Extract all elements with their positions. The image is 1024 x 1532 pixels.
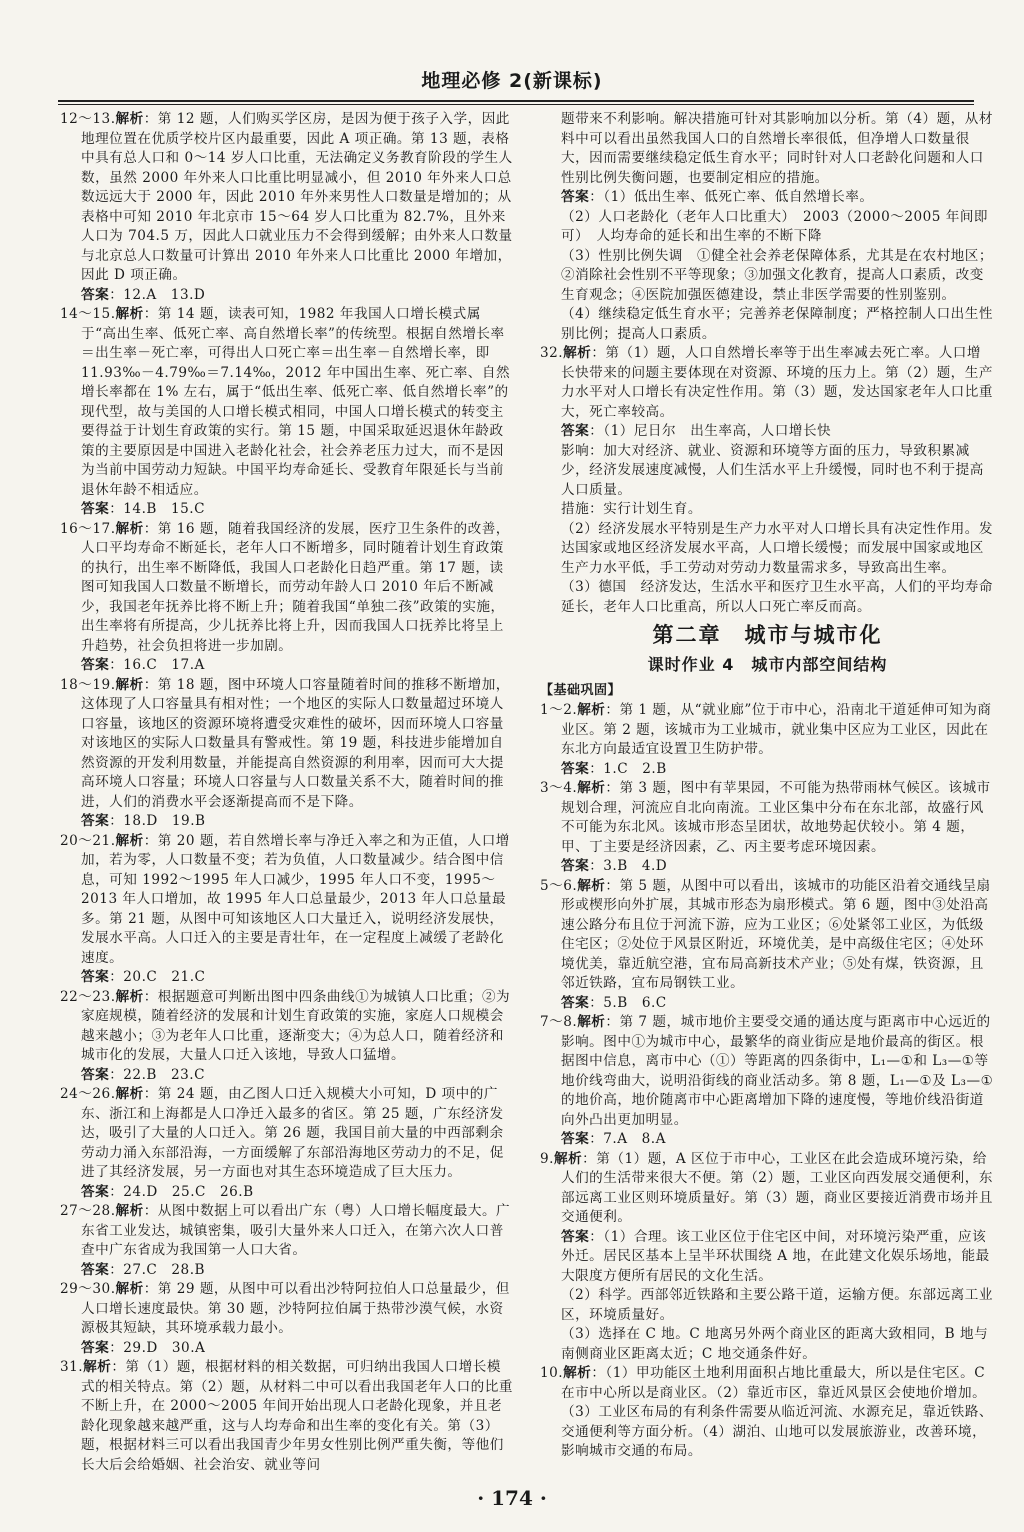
answer-text: 24.D 25.C 26.B <box>123 1183 254 1200</box>
answer-label: 答案 <box>81 1339 110 1356</box>
answer-label: 答案 <box>561 760 590 777</box>
answer-entry <box>60 1202 515 1280</box>
answer-label: 答案 <box>81 969 110 985</box>
explanation-text: ：（1）甲功能区土地利用面积占地比重最大，所以是住宅区。C 在市中心所以是商业区。（2）靠近市区，靠近风景区会使地价增加。（3）工业区布局的有利条件需要从临近河流、水源充足，靠近铁路、交通便利等方面分析。（4）湖泊、山地可以发展旅游业，改善环境，影响城市交通的布局。 <box>561 1365 993 1459</box>
explanation-paragraph <box>60 988 515 1066</box>
question-number: 24～26. <box>60 1086 116 1102</box>
explanation-text: ：第（1）题，根据材料的相关数据，可归纳出我国人口增长模式的相关特点。第（2）题，从材料二中可以看出我国老年人口的比重不断上升，在 2000～2005 年间开始出现人口老龄化现象，并且老龄化现象越来越严重，这与人均寿命和出生率的变化有关。第（3）题，根据材料三可以看出我国青少年男女性别比例严重失衡，等他们长大后会给婚姻、社会治安、就业等问 <box>81 1359 513 1473</box>
explanation-paragraph <box>60 305 515 500</box>
explanation-label: 解析 <box>563 345 592 361</box>
answer-colon: ： <box>109 969 124 985</box>
explanation-label: 解析 <box>83 1359 112 1375</box>
answer-text: 29.D 30.A <box>123 1339 206 1356</box>
answer-line <box>540 188 995 208</box>
answer-label: 答案 <box>81 286 110 303</box>
answer-text: ：（1）合理。该工业区位于住宅区中间，对环境污染严重，应该外迁。居民区基本上呈半环状围绕 A 地，在此建文化娱乐场地，能最大限度方便所有居民的文化生活。 <box>561 1228 990 1284</box>
explanation-text: ：第 20 题，若自然增长率与净迁入率之和为正值，人口增加，若为零，人口数量不变；若为负值，人口数量减少。结合图中信息，可知 1992～1995 年人口减少，1995 年人口不变，1995～2013 年人口增加，故 1995 年人口总量最少，2013 年人口总量最多。第 21 题，从图中可知该地区人口大量迁入，说明经济发展快，发展水平高。人口迁入的主要是青壮年，在一定程度上减缓了老龄化速度。 <box>81 832 510 966</box>
answer-label: 答案 <box>81 657 110 673</box>
explanation-label: 解析 <box>115 1281 144 1297</box>
answer-entry-32 <box>540 344 995 617</box>
question-number: 20～21. <box>60 832 116 849</box>
answer-text: 12.A 13.D <box>123 286 206 303</box>
answer-entry <box>540 877 995 1014</box>
explanation-paragraph <box>540 779 995 857</box>
question-number: 9. <box>540 1150 554 1167</box>
answer-line: （3）选择在 C 地。C 地离另外两个商业区的距离大致相同，B 地与南侧商业区距离太近；C 地交通条件好。 <box>561 1326 989 1362</box>
explanation-paragraph <box>540 701 995 760</box>
question-number: 27～28. <box>60 1203 116 1219</box>
answer-entry <box>60 520 515 676</box>
answer-label: 答案 <box>81 1066 110 1083</box>
answer-line <box>60 656 515 676</box>
answer-colon: ： <box>589 760 604 777</box>
answer-entry-31-continued <box>540 110 995 344</box>
answer-entry-10 <box>540 1364 995 1462</box>
explanation-paragraph <box>60 520 515 657</box>
explanation-text: ：第 14 题，读表可知，1982 年我国人口增长模式属于“高出生率、低死亡率、高自然增长率”的传统型。根据自然增长率＝出生率－死亡率，可得出人口死亡率＝出生率－自然增长率，即 11.93‰－4.79‰＝7.14‰，2012 年中国出生率、死亡率、自然增长率都在 1% 左右，属于“低出生率、低死亡率、低自然增长率”的现代型，故与美国的人口增长模式相同，中国人口增长模式的转变主要得益于计划生育政策的实行。第 15 题，中国采取延迟退休年龄政策的主要原因是中国进入老龄化社会，社会养老压力过大，而不是因为当前中国劳动力短缺。中国平均寿命延长、受教育年限延长与当前退休年龄不相适应。 <box>81 306 511 498</box>
answer-entry <box>60 305 515 520</box>
answer-colon: ： <box>109 1261 124 1278</box>
answer-label: 答案 <box>81 501 110 517</box>
answer-colon: ： <box>109 657 124 673</box>
answer-label: 答案 <box>561 858 590 874</box>
explanation-text: ：第 29 题，从图中可以看出沙特阿拉伯人口总量最少，但人口增长速度最快。第 30 题，沙特阿拉伯属于热带沙漠气候，水资源极其短缺，其环境承载力最小。 <box>81 1281 510 1336</box>
answer-text: 27.C 28.B <box>123 1261 206 1278</box>
explanation-label: 解析 <box>577 780 606 796</box>
answer-line <box>540 994 995 1014</box>
explanation-label: 解析 <box>115 676 144 693</box>
answer-label: 答案 <box>81 1183 110 1200</box>
explanation-label: 解析 <box>577 1014 606 1030</box>
question-number: 12～13. <box>60 111 116 127</box>
explanation-text: ：第 12 题，人们购买学区房，是因为便于孩子入学，因此地理位置在优质学校片区内最重要，因此 A 项正确。第 13 题，表格中具有总人口和 0～14 岁人口比重，无法确定义务教育阶段的学生人数，虽然 2000 年外来人口比重比明显减小，但 2010 年外来人口总数远远大于 2000 年，因此 2010 年外来男性人口数量是增加的；从表格中可知 2010 年北京市 15～64 岁人口比重为 82.7%，且外来人口为 704.5 万，因此人口就业压力不会得到缓解；由外来人口数量与北京总人口数量可计算出 2010 年外来人口比重比 2000 年增加，因此 D 项正确。 <box>81 111 513 283</box>
answer-line <box>540 1228 995 1287</box>
answer-line: （2）人口老龄化（老年人口比重大） 2003（2000～2005 年间即可） 人均寿命的延长和出生率的不断下降 <box>561 208 989 244</box>
answer-text: 1.C 2.B <box>603 760 667 777</box>
explanation-paragraph <box>60 832 515 969</box>
answer-line: 影响：加大对经济、就业、资源和环境等方面的压力，导致积累减少，经济发展速度减慢，人们生活水平上升缓慢，同时也不利于提高人口质量。 <box>561 442 984 498</box>
explanation-label: 解析 <box>563 1365 592 1381</box>
answer-label: 答案 <box>561 994 590 1011</box>
answer-label: 答案 <box>81 813 110 829</box>
answer-colon: ： <box>109 813 124 829</box>
explanation-label: 解析 <box>115 988 144 1005</box>
explanation-label: 解析 <box>115 111 144 127</box>
answer-label: 答案 <box>561 1131 590 1147</box>
page-number: · 174 · <box>477 1486 547 1510</box>
question-number: 16～17. <box>60 520 116 537</box>
question-number: 5～6. <box>540 877 578 894</box>
question-number: 3～4. <box>540 780 578 796</box>
answer-text: 20.C 21.C <box>123 969 206 985</box>
answer-entry <box>540 1013 995 1150</box>
answer-line: 措施：实行计划生育。 <box>561 501 702 517</box>
answer-colon: ： <box>109 501 124 517</box>
question-number: 22～23. <box>60 988 116 1005</box>
answer-line <box>60 968 515 988</box>
answer-text: ：（1）尼日尔 出生率高，人口增长快 <box>589 423 832 439</box>
header-rule <box>58 100 974 102</box>
explanation-text: ：第 1 题，从“就业廊”位于市中心，沿南北干道延伸可知为商业区。第 2 题，该城市为工业城市，就业集中区应为工业区，因此在东北方向最适宜设置卫生防护带。 <box>561 702 992 757</box>
question-number: 32. <box>540 345 564 361</box>
answer-label: 答案 <box>561 1228 590 1245</box>
answer-line: （3）性别比例失调 ①健全社会养老保障体系，尤其是在农村地区；②消除社会性别不平等现象；③加强文化教育，提高人口素质，改变生育观念；④医院加强医德建设，禁止非医学需要的性别鉴别。 <box>561 247 993 303</box>
answer-entry <box>60 676 515 832</box>
answer-line <box>540 1130 995 1150</box>
answer-entry-9-answers <box>540 1228 995 1365</box>
explanation-label: 解析 <box>115 1203 144 1219</box>
answer-label: 答案 <box>561 189 590 205</box>
explanation-text: ：根据题意可判断出图中四条曲线①为城镇人口比重；②为家庭规模，随着经济的发展和计划生育政策的实施，家庭人口规模会越来越小；③为老年人口比重，逐渐变大；④为总人口，随着经济和城市化的发展，大量人口迁入该地，导致人口猛增。 <box>81 988 511 1063</box>
explanation-label: 解析 <box>115 832 144 849</box>
answer-line <box>60 1261 515 1281</box>
answer-text: 5.B 6.C <box>603 994 667 1011</box>
answer-line: （2）科学。西部邻近铁路和主要公路干道，运输方便。东部远离工业区，环境质量好。 <box>561 1287 993 1323</box>
explanation-paragraph <box>60 676 515 813</box>
explanation-text: ：第 18 题，图中环境人口容量随着时间的推移不断增加，这体现了人口容量具有相对性；一个地区的实际人口数量超过环境人口容量，该地区的资源环境将遭受灾难性的破坏，因而环境人口容量对该地区的实际人口数量具有警戒性。第 19 题，科技进步能增加自然资源的开发利用数量，并能提高自然资源的利用率，因而可大大提高环境人口容量；环境人口容量与人口数量关系不大，随着时间的推进，人们的消费水平会逐渐提高而不是下降。 <box>81 676 510 810</box>
answer-label: 答案 <box>81 1261 110 1278</box>
explanation-text: ：第（1）题，A 区位于市中心，工业区在此会造成环境污染，给人们的生活带来很大不便。第（2）题，工业区向西发展交通便利，东部远离工业区则环境质量好。第（3）题，商业区要接近消费市场并且交通便利。 <box>561 1150 993 1225</box>
answer-text: 14.B 15.C <box>123 501 206 517</box>
explanation-text: ：第 3 题，图中有苹果园，不可能为热带雨林气候区。该城市规划合理，河流应自北向南流。工业区集中分布在东北部，故盛行风不可能为东北风。该城市形态呈团状，故地势起伏较小。第 4 题，甲、丁主要是经济因素，乙、丙主要考虑环境因素。 <box>561 780 991 855</box>
lesson-title: 课时作业 4 城市内部空间结构 <box>647 655 888 674</box>
explanation-paragraph <box>540 1150 995 1228</box>
answer-colon: ： <box>109 286 124 303</box>
explanation-text: ：第 16 题，随着我国经济的发展，医疗卫生条件的改善，人口平均寿命不断延长，老年人口不断增多，同时随着计划生育政策的执行，出生率不断降低，我国人口老龄化日趋严重。第 17 题，读图可知我国人口数量不断增长，而劳动年龄人口 2010 年后不断减少，我国老年抚养比将不断上升；随着我国“单独二孩”政策的实施，出生率将有所提高，少儿抚养比将上升，因而我国人口抚养比将呈上升趋势，社会负担将进一步加剧。 <box>81 520 510 654</box>
section-heading: 【基础巩固】 <box>540 683 622 698</box>
answer-colon: ： <box>109 1183 124 1200</box>
explanation-paragraph <box>540 877 995 994</box>
explanation-paragraph <box>540 1364 995 1462</box>
question-number: 1～2. <box>540 702 578 718</box>
answer-colon: ： <box>109 1066 124 1083</box>
explanation-label: 解析 <box>553 1150 583 1167</box>
answer-entry <box>60 1085 515 1202</box>
question-number: 10. <box>540 1365 564 1381</box>
answer-label: 答案 <box>561 423 590 439</box>
answer-text: 16.C 17.A <box>123 657 205 673</box>
answer-line <box>60 1183 515 1203</box>
left-column <box>60 110 515 1475</box>
answer-colon: ： <box>589 1131 604 1147</box>
explanation-paragraph <box>60 110 515 286</box>
explanation-label: 解析 <box>577 702 606 718</box>
explanation-paragraph <box>60 1358 515 1475</box>
explanation-label: 解析 <box>115 520 144 537</box>
answer-text: 7.A 8.A <box>603 1131 666 1147</box>
right-items <box>540 701 995 1228</box>
answer-entry <box>540 1150 995 1228</box>
right-column <box>540 110 995 1462</box>
explanation-label: 解析 <box>115 1086 144 1102</box>
answer-line <box>60 500 515 520</box>
explanation-label: 解析 <box>577 877 606 894</box>
answer-entry <box>60 1280 515 1358</box>
explanation-text: ：第 7 题，城市地价主要受交通的通达度与距离市中心远近的影响。图中①为城市中心，最繁华的商业街应是地价最高的街区。根据图中信息，离市中心（①）等距离的四条街中，L₁—①和 L₃—①等地价线弯曲大，说明沿街线的商业活动多。第 8 题，L₁—①及 L₃—①的地价高，地价随离市中心距离增加下降的速度慢，等地价线沿街道向外凸出更加明显。 <box>561 1014 994 1128</box>
explanation-text: ：第 24 题，由乙图人口迁入规模大小可知，D 项中的广东、浙江和上海都是人口净迁入最多的省区。第 25 题，广东经济发达，吸引了大量的人口迁入。第 26 题，我国目前大量的中西部剩余劳动力涌入东部沿海，一方面缓解了东部沿海地区劳动力的不足，促进了其经济发展，另一方面也对其生态环境造成了巨大压力。 <box>81 1086 504 1180</box>
explanation-paragraph <box>60 1280 515 1339</box>
answer-entry <box>60 1358 515 1475</box>
header-rule-thin <box>58 104 974 105</box>
answer-line <box>60 812 515 832</box>
answer-text: 22.B 23.C <box>123 1066 206 1083</box>
explanation-paragraph <box>60 1202 515 1261</box>
explanation-paragraph <box>60 1085 515 1183</box>
explanation-text: ：第 5 题，从图中可以看出，该城市的功能区沿着交通线呈扇形或楔形向外扩展，其城市形态为扇形模式。第 6 题，图中③处沿高速公路分布且位于河流下游，应为工业区；⑥处紧邻工业区，为低级住宅区；②处位于风景区附近，环境优美，是中高级住宅区；④处环境优美，靠近航空港，宜布局高新技术产业；⑤处有煤，铁资源，且邻近铁路，宜布局钢铁工业。 <box>561 877 991 991</box>
question-number: 31. <box>60 1359 84 1375</box>
explanation-text: 题带来不利影响。解决措施可针对其影响加以分析。第（4）题，从材料中可以看出虽然我国人口的自然增长率很低，但净增人口数量很大，因而需要继续稳定低生育水平；同时针对人口老龄化问题和人口性别比例失衡问题，也要制定相应的措施。 <box>561 111 993 186</box>
answer-text: 3.B 4.D <box>603 858 668 874</box>
chapter-title: 第二章 城市与城市化 <box>652 623 883 647</box>
answer-line <box>60 1066 515 1086</box>
answer-line <box>540 422 995 442</box>
explanation-text: ：第（1）题，人口自然增长率等于出生率减去死亡率。人口增长快带来的问题主要体现在对资源、环境的压力上。第（2）题，生产力水平对人口增长有决定性作用。第（3）题，发达国家老年人口比重大，死亡率较高。 <box>561 345 993 420</box>
answer-colon: ： <box>109 1339 124 1356</box>
answer-line: （4）继续稳定低生育水平；完善养老保障制度；严格控制人口出生性别比例；提高人口素质。 <box>561 306 993 342</box>
answer-line: （3）德国 经济发达，生活水平和医疗卫生水平高，人们的平均寿命延长，老年人口比重高，所以人口死亡率反而高。 <box>561 579 993 615</box>
explanation-label: 解析 <box>115 306 144 322</box>
explanation-text: ：从图中数据上可以看出广东（粤）人口增长幅度最大。广东省工业发达，城镇密集，吸引大量外来人口迁入，在第六次人口普查中广东省成为我国第一人口大省。 <box>81 1203 511 1258</box>
answer-line <box>540 760 995 780</box>
answer-text: ：（1）低出生率、低死亡率、低自然增长率。 <box>589 189 874 205</box>
answer-text: 18.D 19.B <box>123 813 206 829</box>
answer-line <box>60 286 515 306</box>
explanation-paragraph <box>540 344 995 422</box>
answer-entry <box>60 988 515 1086</box>
answer-colon: ： <box>589 858 604 874</box>
question-number: 7～8. <box>540 1014 578 1030</box>
question-number: 14～15. <box>60 306 116 322</box>
answer-line <box>60 1339 515 1359</box>
question-number: 18～19. <box>60 676 116 693</box>
explanation-paragraph <box>540 1013 995 1130</box>
answer-entry <box>60 110 515 305</box>
page-header-title: 地理必修 2(新课标) <box>421 70 603 92</box>
answer-line <box>540 857 995 877</box>
answer-colon: ： <box>589 994 604 1011</box>
answer-entry <box>60 832 515 988</box>
question-number: 29～30. <box>60 1281 116 1297</box>
answer-entry <box>540 701 995 779</box>
answer-line: （2）经济发展水平特别是生产力水平对人口增长具有决定性作用。发达国家或地区经济发展水平高，人口增长缓慢；而发展中国家或地区生产力水平低，手工劳动对劳动力数量需求多，导致高出生率。 <box>561 520 993 576</box>
answer-entry <box>540 779 995 877</box>
